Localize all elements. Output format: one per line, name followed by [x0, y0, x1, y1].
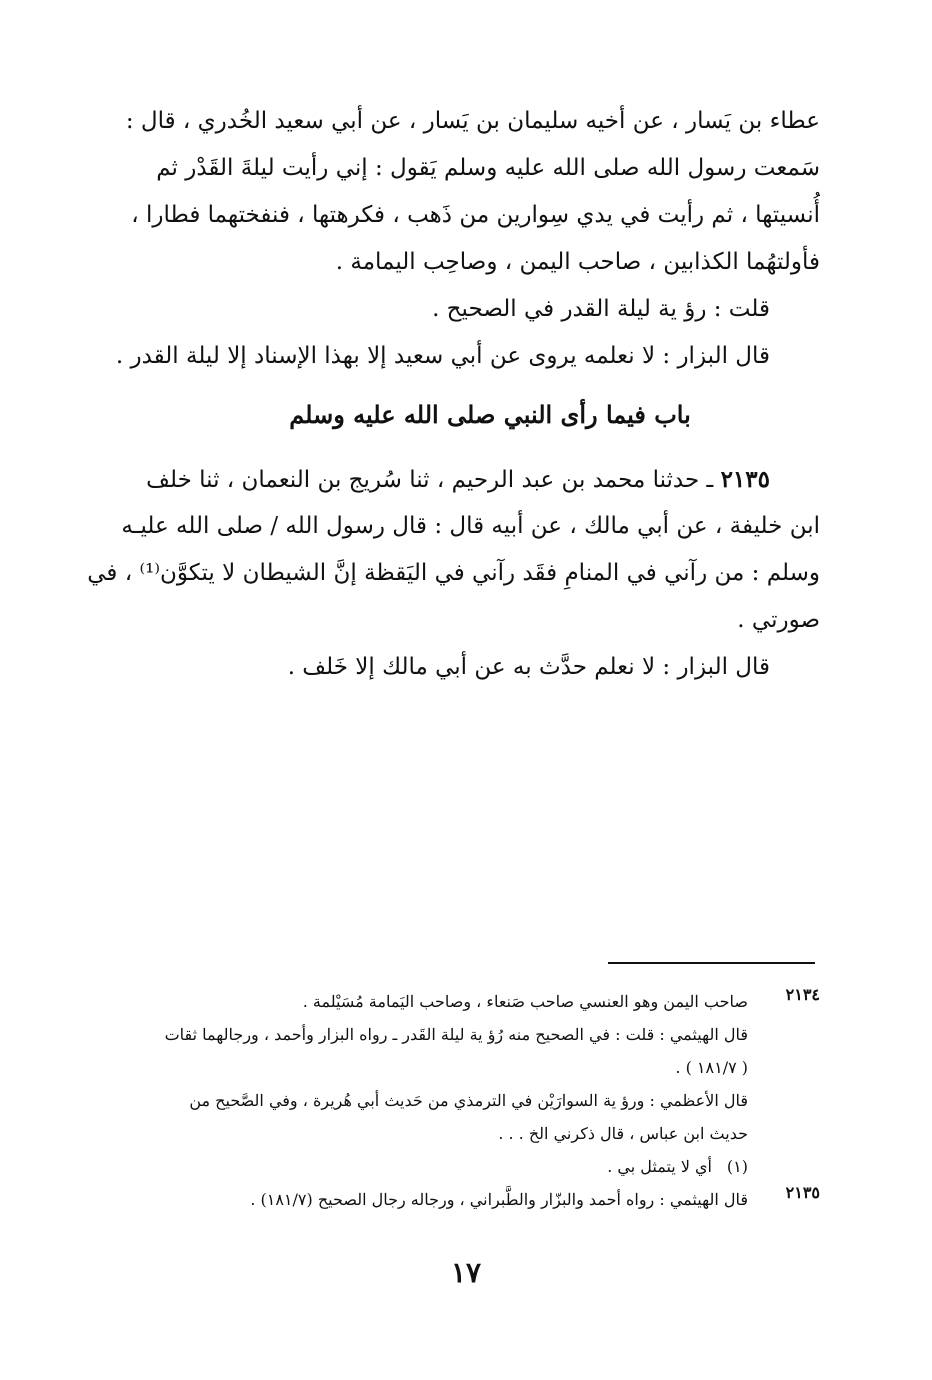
bazzar-comment: قال البزار : لا نعلمه يروى عن أبي سعيد إلا بهذا الإسناد إلا ليلة القدر .	[115, 343, 770, 369]
footnote-line	[160, 1150, 748, 1183]
text-line: عطاء بن يَسار ، عن أخيه سليمان بن يَسار ، عن أبي سعيد الخُدري ، قال :	[125, 108, 820, 134]
footnote-2135	[160, 1183, 820, 1216]
main-text	[87, 98, 820, 691]
hadith-number: ٢١٣٥	[720, 466, 770, 493]
footnote-2134	[160, 985, 820, 1150]
footnote-line: قال الأعظمي : ورؤ ية السوارَيْن في الترمذي من حَديث أبي هُريرة ، وفي الصَّحيح من	[189, 1091, 748, 1110]
bazzar-comment: قال البزار : لا نعلم حدَّث به عن أبي مالك إلا خَلف .	[287, 654, 770, 680]
qult-line: قلت : رؤ ية ليلة القدر في الصحيح .	[432, 296, 770, 322]
footnote-number: ٢١٣٥	[785, 1183, 820, 1202]
text-line: فأولتهُما الكذابين ، صاحب اليمن ، وصاحِب اليمامة .	[335, 249, 820, 275]
hadith-2135-line-4: صورتي .	[737, 607, 820, 633]
footnote-body	[160, 985, 748, 1150]
footnote-separator	[608, 962, 815, 964]
footnote-body	[160, 1183, 748, 1216]
spacer	[160, 448, 820, 456]
footnote-line: حديث ابن عباس ، قال ذكرني الخ . . .	[498, 1124, 748, 1143]
footnote-text: أي لا يتمثل بي .	[607, 1157, 712, 1176]
chapter-heading: باب فيما رأى النبي صلى الله عليه وسلم	[289, 400, 691, 429]
footnote-marker: (١)	[726, 1157, 748, 1176]
footnote-line: ( ١٨١/٧ ) .	[675, 1058, 748, 1077]
footnote-line: قال الهيثمي : قلت : في الصحيح منه رُؤ ية ليلة القَدر ـ رواه البزار وأحمد ، ورجالهما ثقات	[164, 1025, 748, 1044]
text-line: سَمعت رسول الله صلى الله عليه وسلم يَقول : إني رأيت ليلةَ القَدْر ثم	[156, 155, 820, 181]
footnotes	[160, 985, 820, 1216]
hadith-2135-line-1	[146, 456, 820, 503]
hadith-2135-line-3: وسلم : من رآني في المنامِ فقَد رآني في اليَقظة إنَّ الشيطان لا يتكوَّن⁽¹⁾ ، في	[87, 560, 820, 586]
footnote-spacer	[748, 1150, 820, 1183]
page-number: ١٧	[450, 1256, 482, 1289]
footnote-1	[160, 1150, 820, 1183]
footnote-line: قال الهيثمي : رواه أحمد والبزّار والطَّبراني ، ورجاله رجال الصحيح (١٨١/٧) .	[250, 1190, 748, 1209]
footnote-number: ٢١٣٤	[785, 985, 820, 1004]
text-line: أُنسيتها ، ثم رأيت في يدي سِوارين من ذَهب ، فكرهتها ، فنفختهما فطارا ،	[131, 202, 820, 228]
hadith-2135-line-2: ابن خليفة ، عن أبي مالك ، عن أبيه قال : قال رسول الله / صلى الله عليـه	[121, 513, 820, 539]
footnote-line: صاحب اليمن وهو العنسي صاحب صَنعاء ، وصاحب اليَمامة مُسَيْلمة .	[302, 992, 748, 1011]
hadith-text: ـ حدثنا محمد بن عبد الرحيم ، ثنا سُريج بن النعمان ، ثنا خلف	[146, 467, 721, 493]
